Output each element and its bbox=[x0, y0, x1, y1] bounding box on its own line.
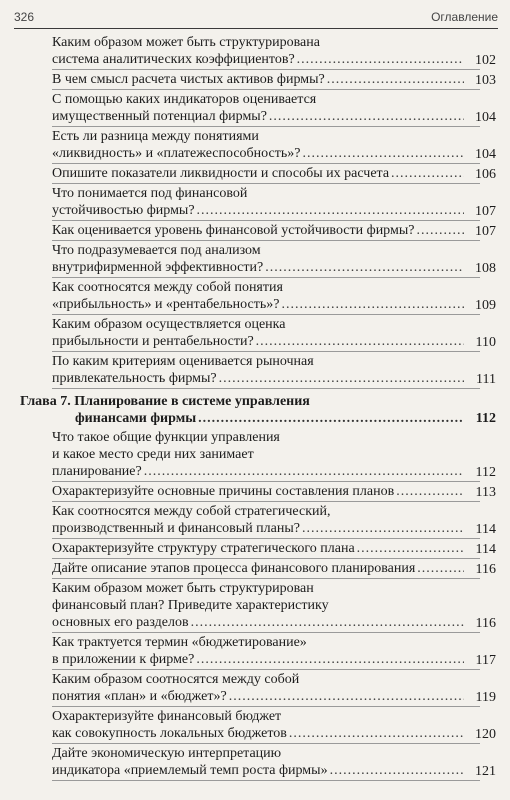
page-ref: 104 bbox=[475, 147, 496, 162]
page-ref: 110 bbox=[475, 335, 496, 350]
entry-text-line: индикатора «приемлемый темп роста фирмы» bbox=[52, 763, 328, 778]
toc-entry[interactable] bbox=[52, 91, 496, 127]
table-of-contents bbox=[0, 34, 510, 782]
dot-leader bbox=[269, 108, 464, 125]
dot-leader bbox=[229, 688, 464, 705]
entry-text-line: в приложении к фирме? bbox=[52, 652, 195, 667]
entry-text-line: «ликвидность» и «платежеспособность»? bbox=[52, 146, 301, 161]
entry-text-line: Каким образом может быть структурирована bbox=[52, 35, 320, 50]
page-ref: 114 bbox=[475, 542, 496, 557]
entry-text-line: Как соотносятся между собой понятия bbox=[52, 280, 283, 295]
entry-text-line: производственный и финансовый планы? bbox=[52, 521, 300, 536]
page-ref: 113 bbox=[475, 485, 496, 500]
dot-leader bbox=[196, 651, 464, 668]
page-ref: 119 bbox=[475, 690, 496, 705]
page-ref: 107 bbox=[475, 224, 496, 239]
toc-entry[interactable] bbox=[52, 71, 496, 90]
entry-text-line: «прибыльность» и «рентабельность»? bbox=[52, 297, 280, 312]
dot-leader bbox=[330, 762, 464, 779]
entry-text-line: Каким образом осуществляется оценка bbox=[52, 317, 286, 332]
entry-text-line: Каким образом соотносятся между собой bbox=[52, 672, 300, 687]
toc-entry[interactable] bbox=[52, 745, 496, 781]
entry-text-line: Охарактеризуйте основные причины составления планов bbox=[52, 484, 395, 499]
page-ref: 116 bbox=[475, 616, 496, 631]
entry-text-line: внутрифирменной эффективности? bbox=[52, 260, 264, 275]
toc-entry[interactable] bbox=[52, 560, 496, 579]
dot-leader bbox=[302, 145, 464, 162]
toc-entry[interactable] bbox=[52, 165, 496, 184]
entry-text-line: Что подразумевается под анализом bbox=[52, 243, 261, 258]
page-ref: 121 bbox=[475, 764, 496, 779]
dot-leader bbox=[416, 222, 464, 239]
toc-entry[interactable] bbox=[52, 222, 496, 241]
chapter-heading[interactable] bbox=[20, 393, 496, 427]
toc-entry[interactable] bbox=[52, 353, 496, 389]
dot-leader bbox=[256, 333, 464, 350]
section-title: Оглавление bbox=[431, 10, 498, 24]
entry-text-line: Как оценивается уровень финансовой устойчивости фирмы? bbox=[52, 223, 415, 238]
entry-text-line: По каким критериям оценивается рыночная bbox=[52, 354, 314, 369]
dot-leader bbox=[327, 71, 464, 88]
entry-text-line: и какое место среди них занимает bbox=[52, 447, 254, 462]
toc-entry[interactable] bbox=[52, 671, 496, 707]
entry-text-line: имущественный потенциал фирмы? bbox=[52, 109, 267, 124]
entry-text-line: Есть ли разница между понятиями bbox=[52, 129, 259, 144]
toc-entry[interactable] bbox=[52, 634, 496, 670]
entry-text-line: финансами фирмы bbox=[75, 411, 197, 426]
toc-entry[interactable] bbox=[52, 242, 496, 278]
dot-leader bbox=[302, 520, 464, 537]
page-ref: 116 bbox=[475, 562, 496, 577]
page-ref: 111 bbox=[476, 372, 496, 387]
page-ref: 112 bbox=[475, 465, 496, 480]
page-number: 326 bbox=[14, 10, 35, 24]
page-ref: 103 bbox=[475, 73, 496, 88]
dot-leader bbox=[396, 483, 464, 500]
toc-entry[interactable] bbox=[52, 128, 496, 164]
dot-leader bbox=[198, 410, 464, 427]
dot-leader bbox=[391, 165, 464, 182]
toc-entry[interactable] bbox=[52, 185, 496, 221]
entry-text-line: финансовый план? Приведите характеристику bbox=[52, 598, 329, 613]
dot-leader bbox=[357, 540, 464, 557]
page-ref: 114 bbox=[475, 522, 496, 537]
dot-leader bbox=[144, 463, 464, 480]
toc-entry[interactable] bbox=[52, 483, 496, 502]
entry-text-line: Опишите показатели ликвидности и способы их расчета bbox=[52, 166, 390, 181]
entry-text-line: привлекательность фирмы? bbox=[52, 371, 217, 386]
toc-entry[interactable] bbox=[52, 540, 496, 559]
entry-text-line: прибыльности и рентабельности? bbox=[52, 334, 254, 349]
entry-text-line: Как соотносятся между собой стратегический, bbox=[52, 504, 331, 519]
entry-text-line: Каким образом может быть структурирован bbox=[52, 581, 314, 596]
page-ref: 109 bbox=[475, 298, 496, 313]
entry-text-line: Охарактеризуйте структуру стратегического плана bbox=[52, 541, 355, 556]
page-ref: 104 bbox=[475, 110, 496, 125]
toc-entry[interactable] bbox=[52, 580, 496, 633]
toc-entry[interactable] bbox=[52, 279, 496, 315]
dot-leader bbox=[191, 614, 464, 631]
entry-text-line: понятия «план» и «бюджет»? bbox=[52, 689, 227, 704]
page-ref: 107 bbox=[475, 204, 496, 219]
entry-text-line: Дайте описание этапов процесса финансового планирования bbox=[52, 561, 416, 576]
entry-text-line: планирование? bbox=[52, 464, 142, 479]
toc-entry[interactable] bbox=[52, 34, 496, 70]
dot-leader bbox=[219, 370, 464, 387]
page-ref: 102 bbox=[475, 53, 496, 68]
entry-text-line: система аналитических коэффициентов? bbox=[52, 52, 295, 67]
entry-text-line: основных его разделов bbox=[52, 615, 189, 630]
entry-text-line: устойчивостью фирмы? bbox=[52, 203, 195, 218]
entry-text-line: Дайте экономическую интерпретацию bbox=[52, 746, 282, 761]
dot-leader bbox=[417, 560, 464, 577]
dot-leader bbox=[265, 259, 464, 276]
entry-text-line: С помощью каких индикаторов оценивается bbox=[52, 92, 317, 107]
dot-leader bbox=[289, 725, 464, 742]
dot-leader bbox=[281, 296, 464, 313]
entry-text-line: В чем смысл расчета чистых активов фирмы? bbox=[52, 72, 325, 87]
dot-leader bbox=[197, 202, 464, 219]
page-ref: 117 bbox=[475, 653, 496, 668]
entry-text-line: Что понимается под финансовой bbox=[52, 186, 248, 201]
entry-text-line: Охарактеризуйте финансовый бюджет bbox=[52, 709, 282, 724]
toc-entry[interactable] bbox=[52, 503, 496, 539]
page-ref: 112 bbox=[475, 411, 496, 426]
toc-entry[interactable] bbox=[52, 708, 496, 744]
running-header bbox=[14, 8, 498, 29]
page-ref: 108 bbox=[475, 261, 496, 276]
entry-text-line: как совокупность локальных бюджетов bbox=[52, 726, 287, 741]
toc-entry[interactable] bbox=[52, 316, 496, 352]
entry-text-line: Глава 7. Планирование в системе управления bbox=[20, 394, 310, 409]
page-ref: 120 bbox=[475, 727, 496, 742]
entry-text-line: Что такое общие функции управления bbox=[52, 430, 280, 445]
dot-leader bbox=[297, 51, 464, 68]
toc-entry[interactable] bbox=[52, 429, 496, 482]
page-ref: 106 bbox=[475, 167, 496, 182]
entry-text-line: Как трактуется термин «бюджетирование» bbox=[52, 635, 307, 650]
